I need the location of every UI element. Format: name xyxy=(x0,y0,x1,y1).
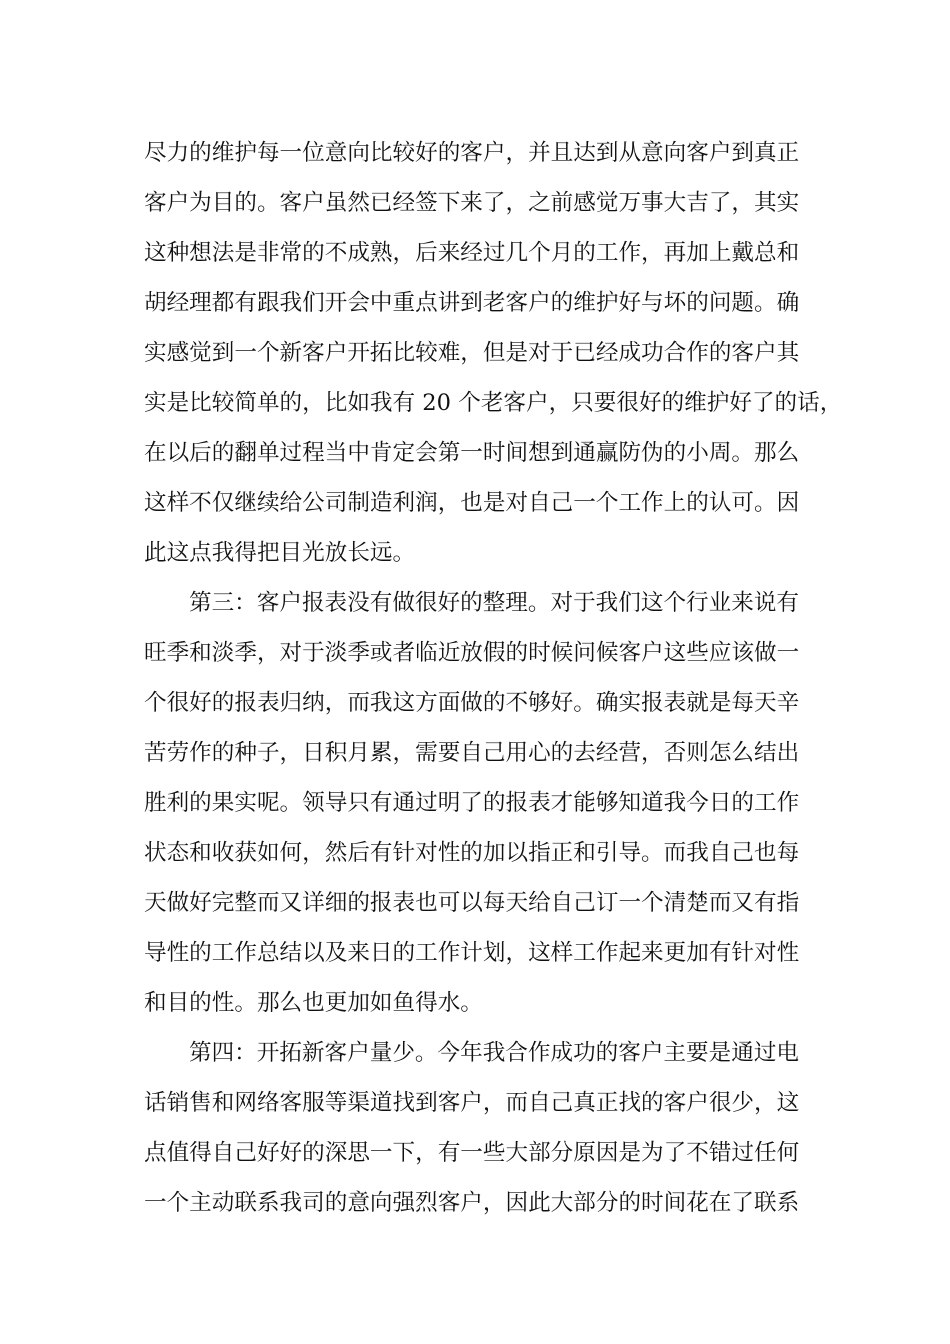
text-line-first: 第三：客户报表没有做很好的整理。对于我们这个行业来说有 xyxy=(189,590,800,616)
paragraph-point-four xyxy=(144,1028,824,1228)
text-line: 一个主动联系我司的意向强烈客户，因此大部分的时间花在了联系 xyxy=(144,1190,800,1216)
text-line-first: 第四：开拓新客户量少。今年我合作成功的客户主要是通过电 xyxy=(189,1040,800,1066)
paragraph-point-three xyxy=(144,578,824,1028)
text-line: 旺季和淡季，对于淡季或者临近放假的时候问候客户这些应该做一 xyxy=(144,640,800,666)
text-line: 实感觉到一个新客户开拓比较难，但是对于已经成功合作的客户其 xyxy=(144,340,800,366)
text-line: 话销售和网络客服等渠道找到客户，而自己真正找的客户很少，这 xyxy=(144,1090,800,1116)
text-line: 天做好完整而又详细的报表也可以每天给自己订一个清楚而又有指 xyxy=(144,890,800,916)
text-line: 导性的工作总结以及来日的工作计划，这样工作起来更加有针对性 xyxy=(144,940,800,966)
text-line: 点值得自己好好的深思一下，有一些大部分原因是为了不错过任何 xyxy=(144,1140,800,1166)
text-line: 个很好的报表归纳，而我这方面做的不够好。确实报表就是每天辛 xyxy=(144,690,800,716)
text-line: 这种想法是非常的不成熟，后来经过几个月的工作，再加上戴总和 xyxy=(144,240,800,266)
text-line: 这样不仅继续给公司制造利润，也是对自己一个工作上的认可。因 xyxy=(144,490,800,516)
text-line: 胡经理都有跟我们开会中重点讲到老客户的维护好与坏的问题。确 xyxy=(144,290,800,316)
text-line: 实是比较简单的，比如我有 20 个老客户，只要很好的维护好了的话， xyxy=(144,390,843,416)
text-line: 状态和收获如何，然后有针对性的加以指正和引导。而我自己也每 xyxy=(144,840,800,866)
text-line: 和目的性。那么也更加如鱼得水。 xyxy=(144,990,483,1016)
text-line: 尽力的维护每一位意向比较好的客户，并且达到从意向客户到真正 xyxy=(144,140,800,166)
document-body xyxy=(144,128,843,1228)
text-line: 苦劳作的种子，日积月累，需要自己用心的去经营，否则怎么结出 xyxy=(144,740,800,766)
text-line: 客户为目的。客户虽然已经签下来了，之前感觉万事大吉了，其实 xyxy=(144,190,800,216)
text-line: 此这点我得把目光放长远。 xyxy=(144,540,416,566)
text-line: 胜利的果实呢。领导只有通过明了的报表才能够知道我今日的工作 xyxy=(144,790,800,816)
text-line: 在以后的翻单过程当中肯定会第一时间想到通赢防伪的小周。那么 xyxy=(144,440,800,466)
paragraph-customer-maintenance xyxy=(144,128,843,578)
